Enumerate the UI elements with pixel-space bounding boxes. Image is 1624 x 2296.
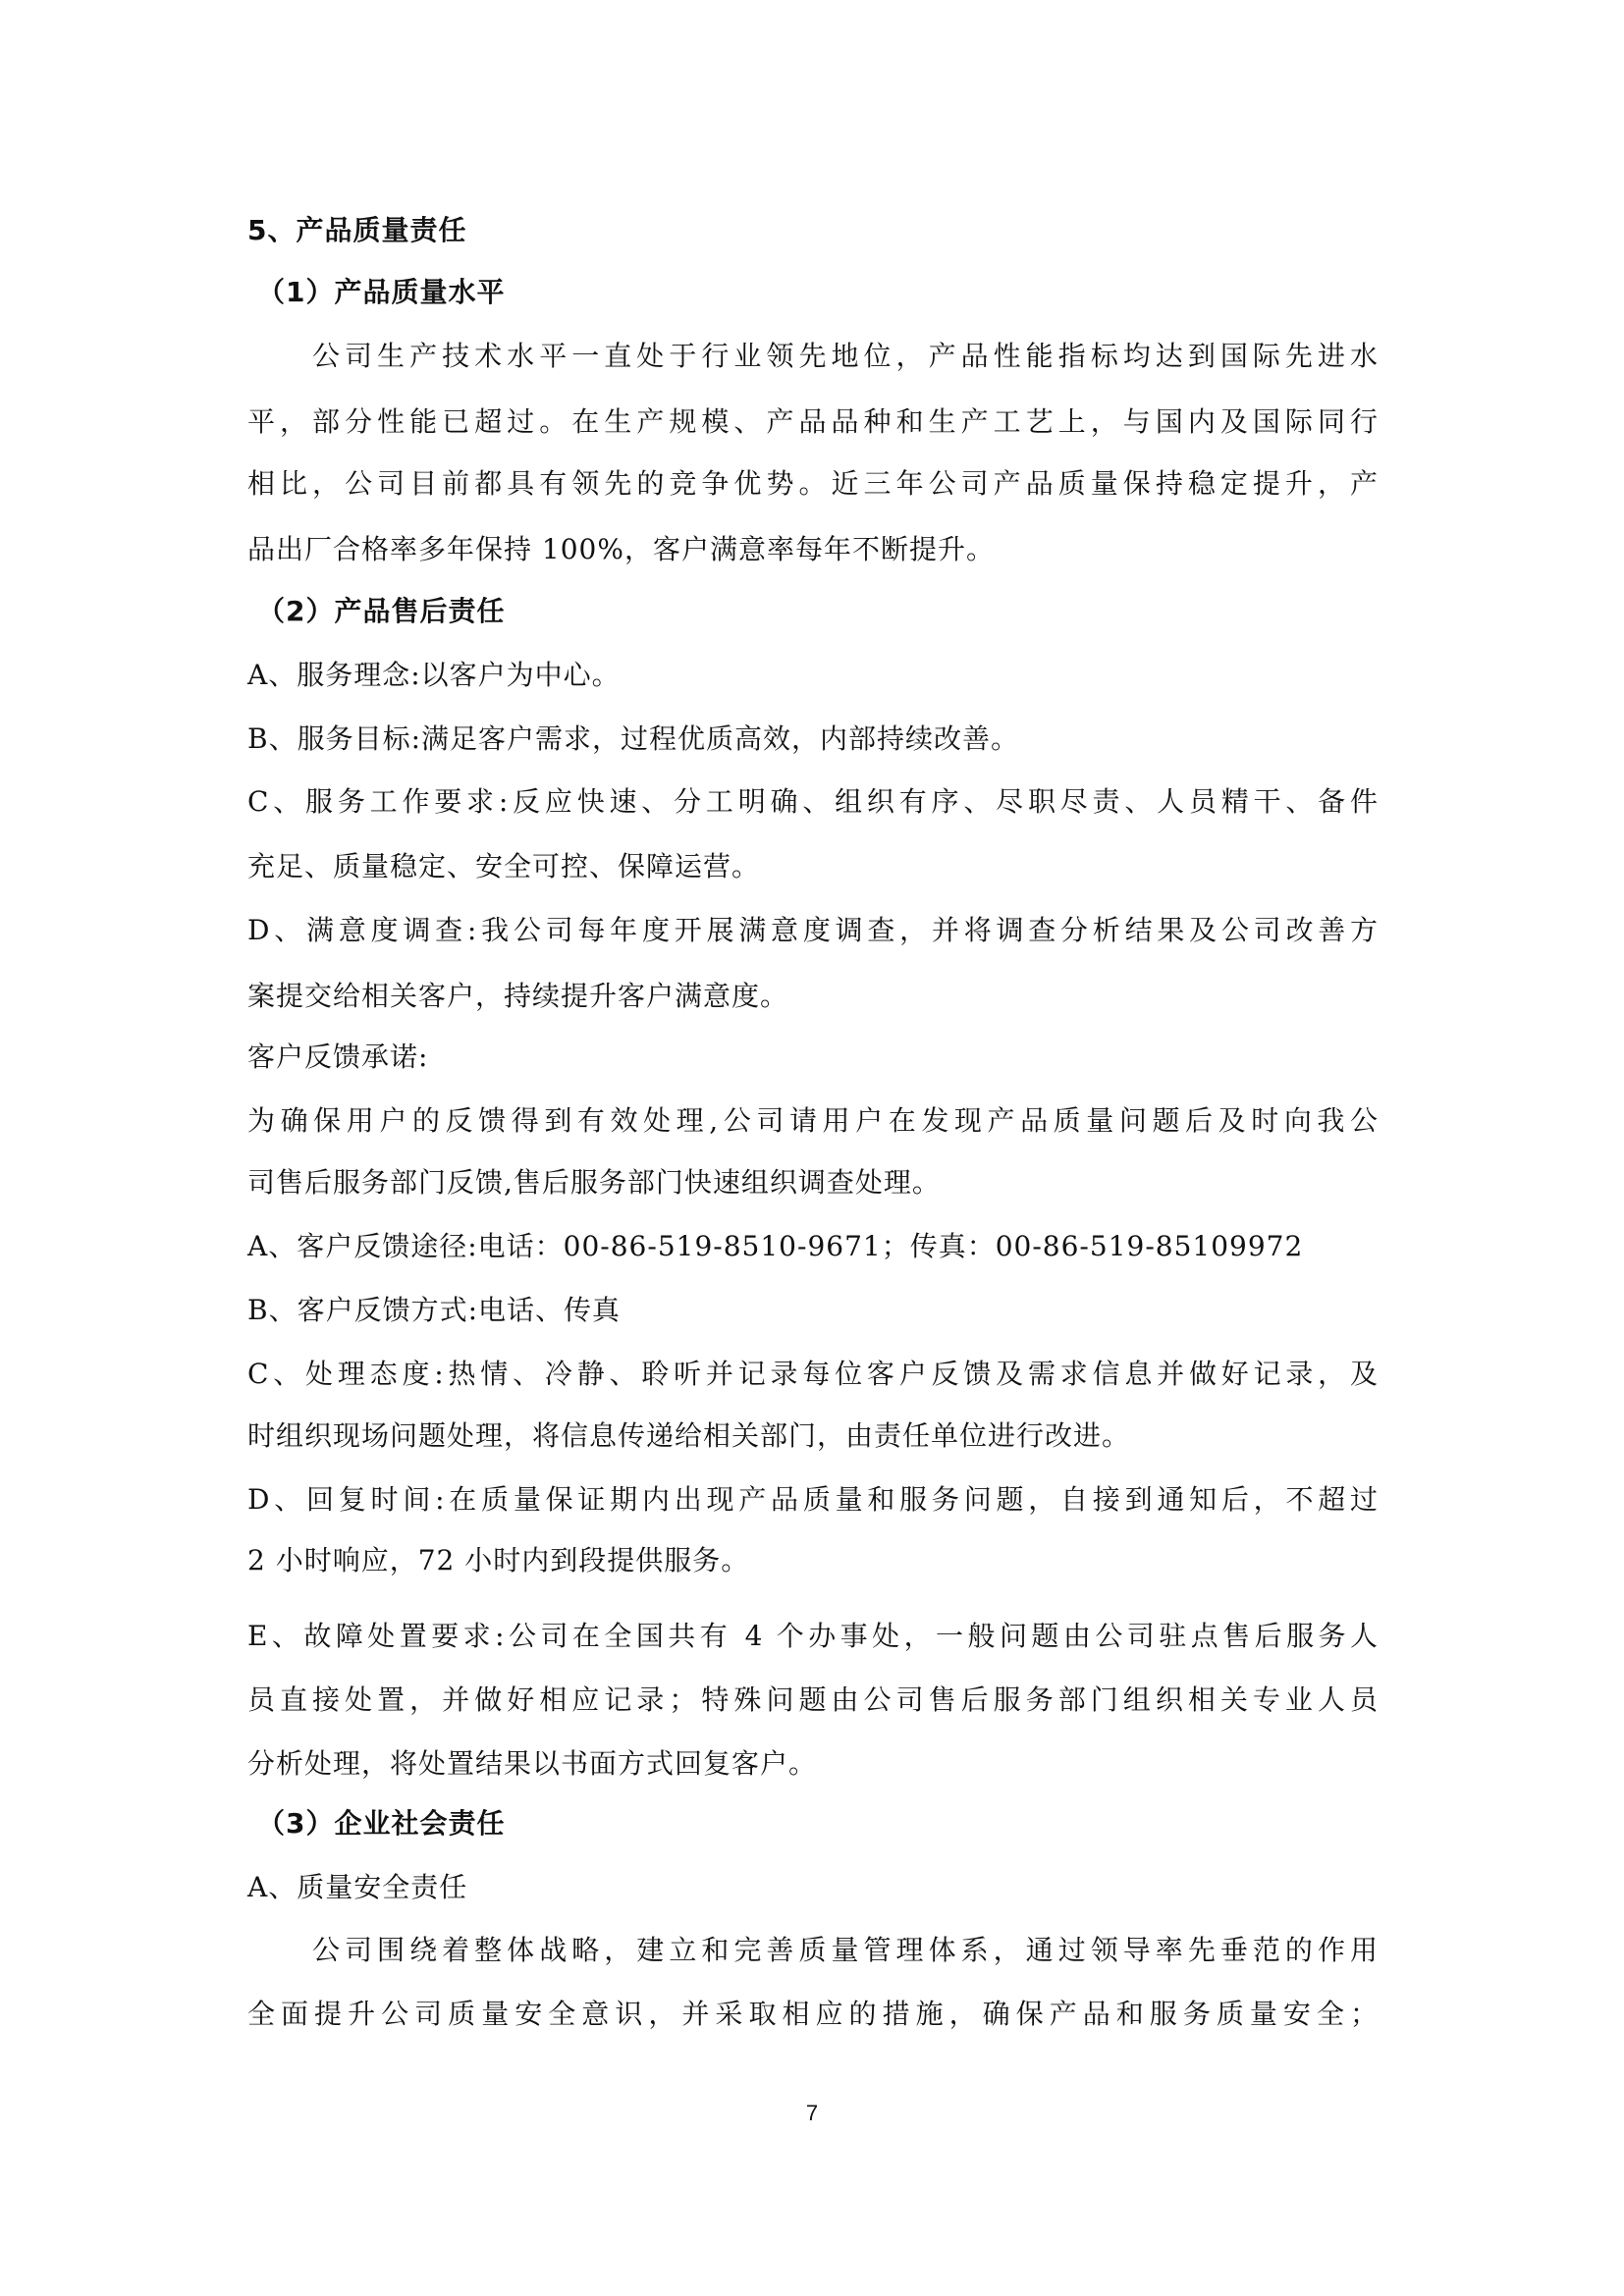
list-item-handling-attitude: C、处理态度:热情、冷静、聆听并记录每位客户反馈及需求信息并做好记录，及 — [247, 1358, 1379, 1390]
list-item-response-time: D、回复时间:在质量保证期内出现产品质量和服务问题，自接到通知后，不超过 — [247, 1483, 1379, 1516]
feedback-commitment-text: 为确保用户的反馈得到有效处理,公司请用户在发现产品质量问题后及时向我公 — [247, 1104, 1379, 1137]
list-item-handling-attitude-cont: 时组织现场问题处理，将信息传递给相关部门，由责任单位进行改进。 — [247, 1419, 1131, 1452]
list-item-feedback-channel: A、客户反馈途径:电话：00-86-519-8510-9671；传真：00-86-519-85109972 — [247, 1230, 1304, 1262]
list-item-fault-handling-cont: 员直接处置，并做好相应记录；特殊问题由公司售后服务部门组织相关专业人员 — [247, 1683, 1379, 1716]
list-item-satisfaction-survey: D、满意度调查:我公司每年度开展满意度调查，并将调查分析结果及公司改善方 — [247, 914, 1379, 946]
list-item-service-requirements: C、服务工作要求:反应快速、分工明确、组织有序、尽职尽责、人员精干、备件 — [247, 785, 1379, 818]
list-item-feedback-method: B、客户反馈方式:电话、传真 — [247, 1294, 622, 1326]
paragraph-line: 公司生产技术水平一直处于行业领先地位，产品性能指标均达到国际先进水 — [312, 340, 1379, 372]
paragraph-line: 公司围绕着整体战略，建立和完善质量管理体系，通过领导率先垂范的作用 — [312, 1934, 1379, 1966]
page-number: 7 — [805, 2101, 819, 2125]
subsection-title-social-responsibility: （3）企业社会责任 — [257, 1807, 506, 1840]
list-item-fault-handling: E、故障处置要求:公司在全国共有 4 个办事处，一般问题由公司驻点售后服务人 — [247, 1620, 1379, 1652]
section-title: 5、产品质量责任 — [247, 214, 467, 246]
paragraph-line: 全面提升公司质量安全意识，并采取相应的措施，确保产品和服务质量安全； — [247, 1998, 1379, 2030]
feedback-commitment-label: 客户反馈承诺: — [247, 1041, 429, 1073]
list-item-service-requirements-cont: 充足、质量稳定、安全可控、保障运营。 — [247, 850, 761, 882]
list-item-service-goal: B、服务目标:满足客户需求，过程优质高效，内部持续改善。 — [247, 722, 1020, 755]
paragraph-line: 平，部分性能已超过。在生产规模、产品品种和生产工艺上，与国内及国际同行 — [247, 405, 1379, 438]
paragraph-line: 品出厂合格率多年保持 100%，客户满意率每年不断提升。 — [247, 533, 995, 565]
subsection-title-quality-level: （1）产品质量水平 — [257, 276, 506, 308]
subsection-title-after-sales: （2）产品售后责任 — [257, 595, 506, 627]
list-item-quality-safety: A、质量安全责任 — [247, 1871, 468, 1903]
feedback-commitment-text-cont: 司售后服务部门反馈,售后服务部门快速组织调查处理。 — [247, 1166, 941, 1199]
list-item-service-concept: A、服务理念:以客户为中心。 — [247, 659, 621, 691]
list-item-response-time-cont: 2 小时响应，72 小时内到段提供服务。 — [247, 1544, 750, 1576]
paragraph-line: 相比，公司目前都具有领先的竞争优势。近三年公司产品质量保持稳定提升，产 — [247, 467, 1379, 500]
list-item-fault-handling-cont: 分析处理，将处置结果以书面方式回复客户。 — [247, 1747, 818, 1780]
list-item-satisfaction-survey-cont: 案提交给相关客户，持续提升客户满意度。 — [247, 980, 789, 1012]
